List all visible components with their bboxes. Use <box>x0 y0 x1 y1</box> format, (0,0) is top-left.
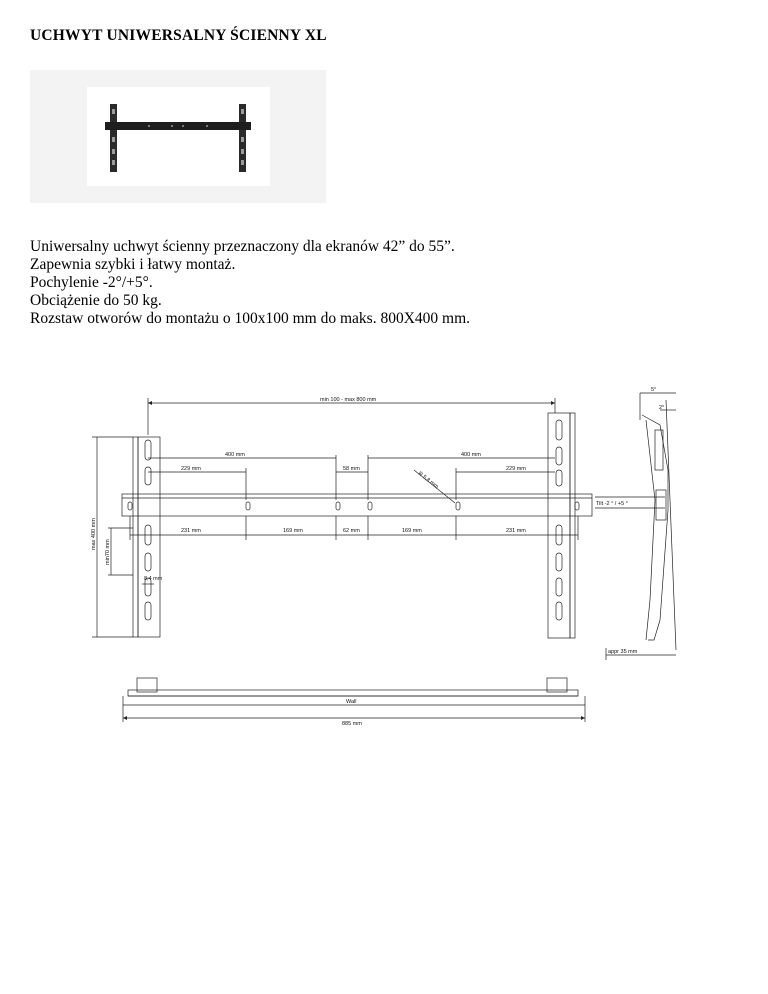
dim-231-left: 231 mm <box>181 528 201 534</box>
dim-229-right: 229 mm <box>506 466 526 472</box>
description-line: Rozstaw otworów do montażu o 100x100 mm do maks. 800X400 mm. <box>30 310 470 327</box>
dim-vertical-min: min70 mm <box>105 539 111 565</box>
product-description <box>30 238 470 328</box>
dim-vertical-max: max 400 mm <box>91 518 97 550</box>
dim-58: 58 mm <box>343 466 360 472</box>
dim-400-right: 400 mm <box>461 452 481 458</box>
dim-62: 62 mm <box>343 528 360 534</box>
technical-drawing <box>0 370 768 740</box>
product-photo <box>87 87 270 186</box>
dim-radius: R 5,8 mm <box>416 470 440 491</box>
dim-depth: appr 35 mm <box>608 649 638 655</box>
dim-169-left: 169 mm <box>283 528 303 534</box>
dim-angle-2: 2° <box>659 405 665 411</box>
dim-tilt: Tilt -2 ° / +5 ° <box>596 501 628 507</box>
description-line: Pochylenie -2°/+5°. <box>30 274 153 291</box>
dim-hole-width: 8,4 mm <box>144 576 163 582</box>
dim-wall: Wall <box>346 699 357 705</box>
wall-mount-bracket-icon <box>87 87 270 186</box>
dim-400-left: 400 mm <box>225 452 245 458</box>
description-line: Uniwersalny uchwyt ścienny przeznaczony dla ekranów 42” do 55”. <box>30 238 455 255</box>
description-line: Zapewnia szybki i łatwy montaż. <box>30 256 236 273</box>
dim-231-right: 231 mm <box>506 528 526 534</box>
dim-angle-5: 5° <box>651 387 657 393</box>
document-title: UCHWYT UNIWERSALNY ŚCIENNY XL <box>30 27 327 44</box>
dim-top-span: min 100 - max 800 mm <box>320 397 377 403</box>
dim-169-right: 169 mm <box>402 528 422 534</box>
description-line: Obciążenie do 50 kg. <box>30 292 162 309</box>
dim-229-left: 229 mm <box>181 466 201 472</box>
dim-total-width: 885 mm <box>342 721 362 727</box>
